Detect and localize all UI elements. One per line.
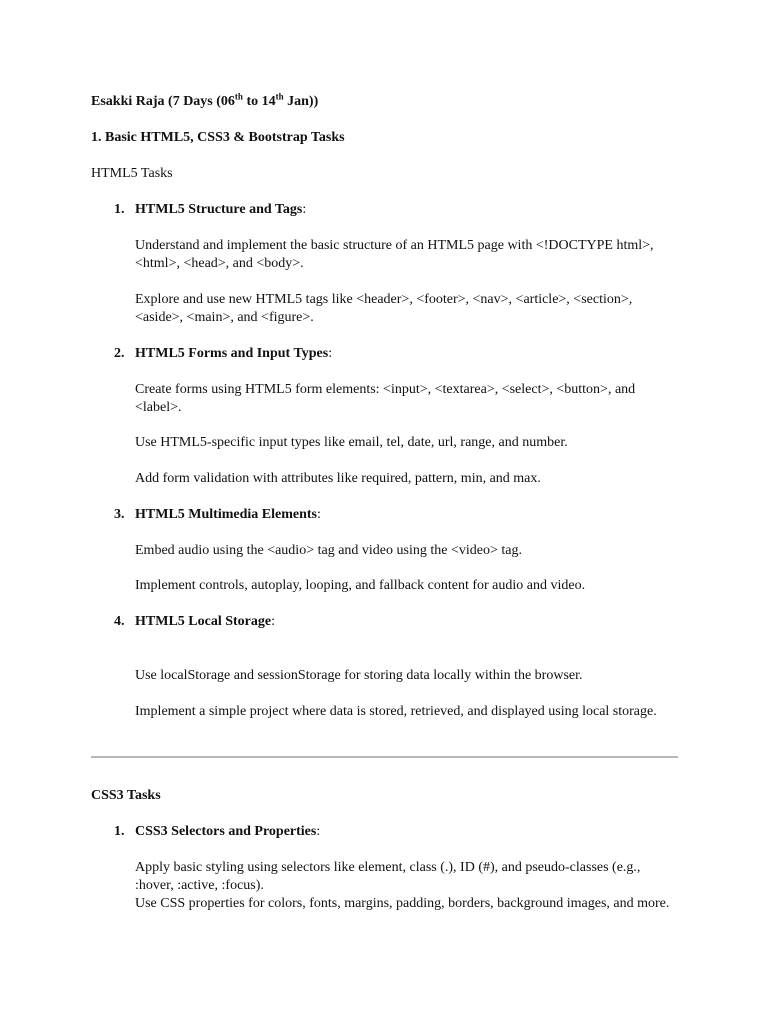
list-item-number: 2. [114,346,125,361]
paragraph: Create forms using HTML5 form elements: <input>, <textarea>, <select>, <button>, and <label>. [135,382,636,415]
paragraph: Implement controls, autoplay, looping, and fallback content for audio and video. [135,578,586,593]
horizontal-divider [91,756,678,758]
list-item-number: 3. [114,507,125,522]
list-item-number: 1. [114,824,125,839]
paragraph: Apply basic styling using selectors like element, class (.), ID (#), and pseudo-classes (e.g., :hover, :active, :focus). [135,860,641,893]
paragraph: Embed audio using the <audio> tag and video using the <video> tag. [135,543,522,558]
paragraph: Implement a simple project where data is stored, retrieved, and displayed using local storage. [135,704,657,719]
list-item-title: HTML5 Local Storage: [135,614,275,629]
paragraph: Use CSS properties for colors, fonts, margins, padding, borders, background images, and more. [135,896,670,911]
paragraph: Use HTML5-specific input types like email, tel, date, url, range, and number. [135,435,568,450]
paragraph: Explore and use new HTML5 tags like <header>, <footer>, <nav>, <article>, <section>, <aside>, <main>, and <figure>. [135,292,633,325]
list-item-number: 1. [114,202,125,217]
document-header: Esakki Raja (7 Days (06th to 14th Jan)) [91,91,319,109]
list-item-title: HTML5 Multimedia Elements: [135,507,321,522]
list-item-title: HTML5 Forms and Input Types: [135,346,333,361]
paragraph: Add form validation with attributes like required, pattern, min, and max. [135,471,541,486]
paragraph: Understand and implement the basic structure of an HTML5 page with <!DOCTYPE html>, <html>, <head>, and <body>. [135,238,654,271]
list-item-number: 4. [114,614,125,629]
section-title: 1. Basic HTML5, CSS3 & Bootstrap Tasks [91,130,345,145]
list-item-title: HTML5 Structure and Tags: [135,202,307,217]
paragraph: Use localStorage and sessionStorage for storing data locally within the browser. [135,668,583,683]
css3-tasks-heading: CSS3 Tasks [91,788,161,803]
html5-tasks-heading: HTML5 Tasks [91,166,173,181]
list-item-title: CSS3 Selectors and Properties: [135,824,321,839]
author-name: Esakki Raja [91,94,165,109]
